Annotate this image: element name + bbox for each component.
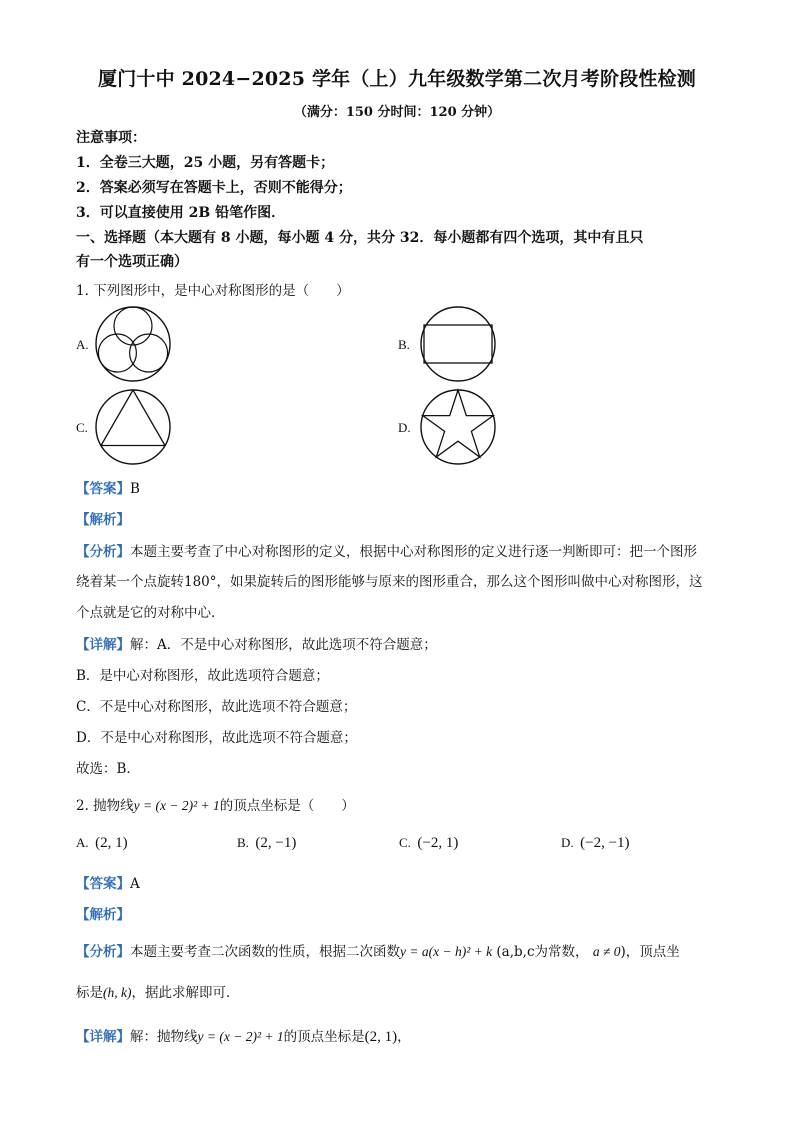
q1-answer-tag: 【答案】 [76, 481, 130, 497]
q2-answer-tag: 【答案】 [76, 876, 130, 892]
section-heading-line-1: 一、选择题（本大题有 8 小题，每小题 4 分，共分 32．每小题都有四个选项，其中有且只 [76, 230, 644, 246]
q1-stem: 1. 下列图形中，是中心对称图形的是（ ） [76, 283, 350, 299]
q1-answer-value: B [130, 481, 140, 497]
q1-option-c-figure-triangle-in-circle [93, 387, 173, 467]
q1-option-a-figure-trefoil-in-circle [93, 304, 173, 384]
q2-fenxi-line-2: 标是(h, k)，据此求解即可． [76, 985, 240, 1001]
q2-option-c: C. (−2, 1) [399, 835, 459, 851]
q1-option-d-figure-star-in-circle [418, 387, 498, 467]
q1-answer [76, 477, 140, 497]
q1-detail-line-5: 故选：B． [76, 761, 140, 777]
q2-fenxi-formula: y = a(x − h)² + k [400, 944, 493, 959]
q1-option-d-label: D. [398, 420, 411, 435]
q1-detail-tag: 【详解】 [76, 637, 130, 653]
notes-item-1: 1．全卷三大题，25 小题，另有答题卡； [76, 155, 335, 171]
page-title: 厦门十中 2024−2025 学年（上）九年级数学第二次月考阶段性检测 [98, 68, 696, 90]
q2-fenxi-tag: 【分析】 [76, 944, 130, 960]
q1-detail-line-4: D．不是中心对称图形，故此选项不符合题意； [76, 730, 357, 746]
q1-fenxi-line-3: 个点就是它的对称中心． [76, 605, 225, 621]
section-heading-line-2: 有一个选项正确） [76, 254, 188, 270]
notes-item-3: 3．可以直接使用 2B 铅笔作图． [76, 205, 286, 221]
q2-stem-formula: y = (x − 2)² + 1 [133, 798, 220, 813]
q2-option-b: B. (2, −1) [237, 835, 297, 851]
q1-option-b-figure-rectangle-in-circle [418, 304, 498, 384]
q1-detail-line-2: B．是中心对称图形，故此选项符合题意； [76, 668, 329, 684]
notes-item-2: 2．答案必须写在答题卡上，否则不能得分； [76, 180, 352, 196]
q2-detail-formula: y = (x − 2)² + 1 [197, 1029, 284, 1044]
q2-fenxi-line-1: 【分析】本题主要考查二次函数的性质，根据二次函数y = a(x − h)² + k (a,b,c为常数， a ≠ 0)，顶点坐 [76, 944, 680, 960]
page-subtitle: （满分：150 分时间：120 分钟） [293, 105, 501, 120]
q1-detail-line-3: C．不是中心对称图形，故此选项不符合题意； [76, 699, 357, 715]
q2-stem: 2. 抛物线y = (x − 2)² + 1的顶点坐标是（ ） [76, 798, 355, 814]
q2-analysis-tag: 【解析】 [76, 907, 130, 923]
q2-detail-tag: 【详解】 [76, 1029, 130, 1045]
q1-detail-line-1: 【详解】解：A．不是中心对称图形，故此选项不符合题意； [76, 637, 437, 653]
q2-answer-value: A [130, 876, 140, 892]
notes-heading: 注意事项： [76, 130, 146, 146]
q2-answer [76, 872, 140, 892]
q1-option-c-label: C. [76, 420, 88, 435]
q2-option-a: A. (2, 1) [76, 835, 128, 851]
q1-option-a-label: A. [76, 337, 89, 352]
q2-option-d: D. (−2, −1) [561, 835, 630, 851]
q1-fenxi-tag: 【分析】 [76, 544, 130, 560]
q2-detail-line-1: 【详解】解：抛物线y = (x − 2)² + 1的顶点坐标是(2, 1)， [76, 1029, 411, 1045]
q1-analysis-tag: 【解析】 [76, 512, 130, 528]
q1-fenxi-line-1: 【分析】本题主要考查了中心对称图形的定义，根据中心对称图形的定义进行逐一判断即可：把一个图形 [76, 544, 697, 560]
q1-fenxi-line-2: 绕着某一个点旋转180°，如果旋转后的图形能够与原来的图形重合，那么这个图形叫做中心对称图形，这 [76, 574, 703, 590]
q1-option-b-label: B. [398, 337, 410, 352]
